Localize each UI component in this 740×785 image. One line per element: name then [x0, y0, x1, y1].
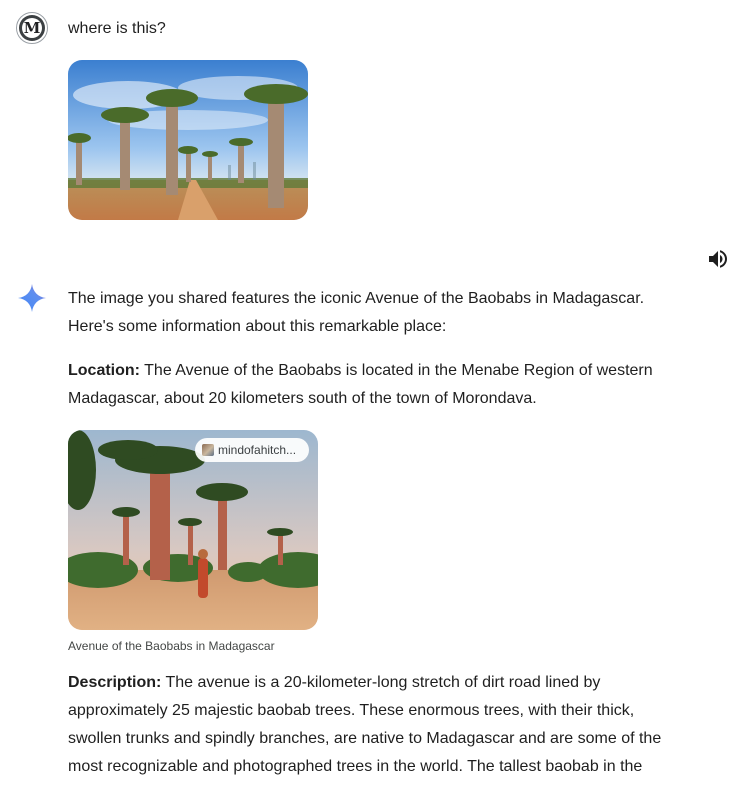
- location-label: Location:: [68, 362, 140, 379]
- sparkle-icon: [17, 283, 47, 313]
- description-paragraph: [68, 669, 688, 781]
- image-caption: Avenue of the Baobabs in Madagascar: [68, 639, 275, 653]
- image-source-chip[interactable]: [195, 438, 309, 462]
- location-text: The Avenue of the Baobabs is located in the Menabe Region of western Madagascar, about 20 kilometers south of the town of Morondava.: [68, 362, 653, 407]
- user-avatar-icon[interactable]: [16, 12, 48, 44]
- response-intro: The image you shared features the iconic Avenue of the Baobabs in Madagascar. Here's some information about this remarkable place:: [68, 290, 645, 335]
- user-prompt-text: where is this?: [68, 20, 166, 37]
- description-label: Description:: [68, 674, 162, 691]
- avatar-letter: M: [23, 19, 41, 37]
- image-source-label: mindofahitch...: [218, 443, 297, 457]
- source-favicon-icon: [202, 444, 214, 456]
- location-paragraph: [68, 357, 688, 413]
- speaker-icon[interactable]: [706, 247, 730, 271]
- description-text: The avenue is a 20-kilometer-long stretch of dirt road lined by approximately 25 majestic baobab trees. These enormous trees, with their thick, swollen trunks and spindly branches, are native to Madagascar and are some of the most recognizable and photographed trees in the world. The tallest baobab in the: [68, 674, 662, 775]
- uploaded-baobab-photo[interactable]: [68, 60, 308, 220]
